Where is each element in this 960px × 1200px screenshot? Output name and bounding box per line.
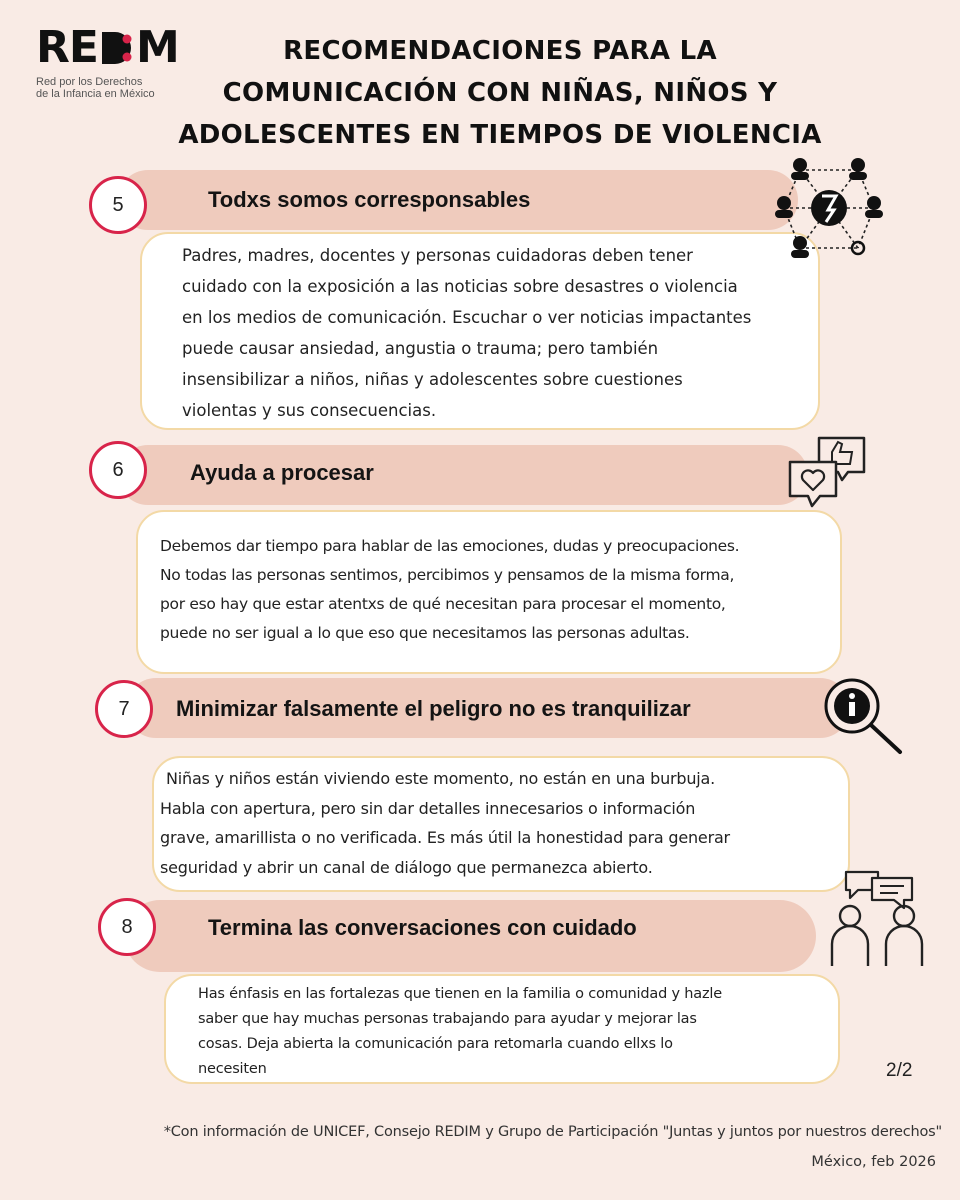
section-5-body-box <box>140 232 820 430</box>
section-5-line: violentas y sus consecuencias. <box>182 401 437 420</box>
footer-source-note: *Con información de UNICEF, Consejo REDIM y Grupo de Participación "Juntas y juntos por nuestros derechos" <box>163 1124 942 1140</box>
section-5-body-text <box>182 240 751 426</box>
section-6-number: 6 <box>89 441 147 499</box>
logo-subtitle-line-2: de la Infancia en México <box>36 88 155 100</box>
page-number: 2/2 <box>886 1060 913 1081</box>
page-title-line-2: COMUNICACIÓN CON NIÑAS, NIÑOS Y <box>222 78 778 108</box>
logo-accent-mark <box>99 28 135 68</box>
section-8-line: saber que hay muchas personas trabajando para ayudar y mejorar las <box>198 1011 697 1027</box>
section-6-line: puede no ser igual a lo que eso que necesitamos las personas adultas. <box>160 624 690 642</box>
logo-word-end: M <box>135 22 179 73</box>
page-title-line-3: ADOLESCENTES EN TIEMPOS DE VIOLENCIA <box>178 120 822 150</box>
section-8-line: Has énfasis en las fortalezas que tienen en la familia o comunidad y hazle <box>198 986 722 1002</box>
section-6-line: por eso hay que estar atentxs de qué necesitan para procesar el momento, <box>160 595 726 613</box>
section-8-line: necesiten <box>198 1061 267 1077</box>
section-7-line: Habla con apertura, pero sin dar detalles innecesarios o información <box>160 798 696 818</box>
section-8-number: 8 <box>98 898 156 956</box>
section-6-heading: Ayuda a procesar <box>190 460 374 485</box>
logo-word-start: RE <box>36 22 98 73</box>
info-magnifier-icon <box>820 676 906 765</box>
section-7-body-box <box>152 756 850 892</box>
section-5-line: cuidado con la exposición a las noticias sobre desastres o violencia <box>182 277 738 296</box>
section-6-body-text <box>160 532 739 648</box>
section-7-heading: Minimizar falsamente el peligro no es tranquilizar <box>176 696 691 721</box>
section-7-body-text <box>160 764 730 882</box>
network-people-icon <box>770 152 890 269</box>
section-8-heading: Termina las conversaciones con cuidado <box>208 915 637 940</box>
page-title <box>160 30 840 156</box>
section-8-line: cosas. Deja abierta la comunicación para retomarla cuando ellxs lo <box>198 1036 673 1052</box>
section-5-line: puede causar ansiedad, angustia o trauma; pero también <box>182 339 659 358</box>
footer-place-date: México, feb 2026 <box>811 1154 936 1170</box>
section-5-line: en los medios de comunicación. Escuchar o ver noticias impactantes <box>182 308 752 327</box>
two-people-talking-icon <box>828 868 932 977</box>
section-5-number: 5 <box>89 176 147 234</box>
section-7-line: seguridad y abrir un canal de diálogo que permanezca abierto. <box>160 857 653 877</box>
section-6-line: Debemos dar tiempo para hablar de las emociones, dudas y preocupaciones. <box>160 537 740 555</box>
section-5-line: insensibilizar a niños, niñas y adolescentes sobre cuestiones <box>182 370 683 389</box>
section-6-body-box <box>136 510 842 674</box>
section-7-line: Niñas y niños están viviendo este momento, no están en una burbuja. <box>166 769 716 788</box>
section-5-heading: Todxs somos corresponsables <box>208 187 531 212</box>
section-8-body-text <box>198 982 722 1082</box>
section-5-line: Padres, madres, docentes y personas cuidadoras deben tener <box>182 246 693 265</box>
section-6-line: No todas las personas sentimos, percibimos y pensamos de la misma forma, <box>160 566 735 584</box>
chat-heart-like-icon <box>786 432 870 521</box>
section-8-body-box <box>164 974 840 1084</box>
section-7-number: 7 <box>95 680 153 738</box>
section-7-line: grave, amarillista o no verificada. Es más útil la honestidad para generar <box>160 828 730 847</box>
logo-subtitle-line-1: Red por los Derechos <box>36 76 143 88</box>
page-title-line-1: RECOMENDACIONES PARA LA <box>283 36 717 66</box>
